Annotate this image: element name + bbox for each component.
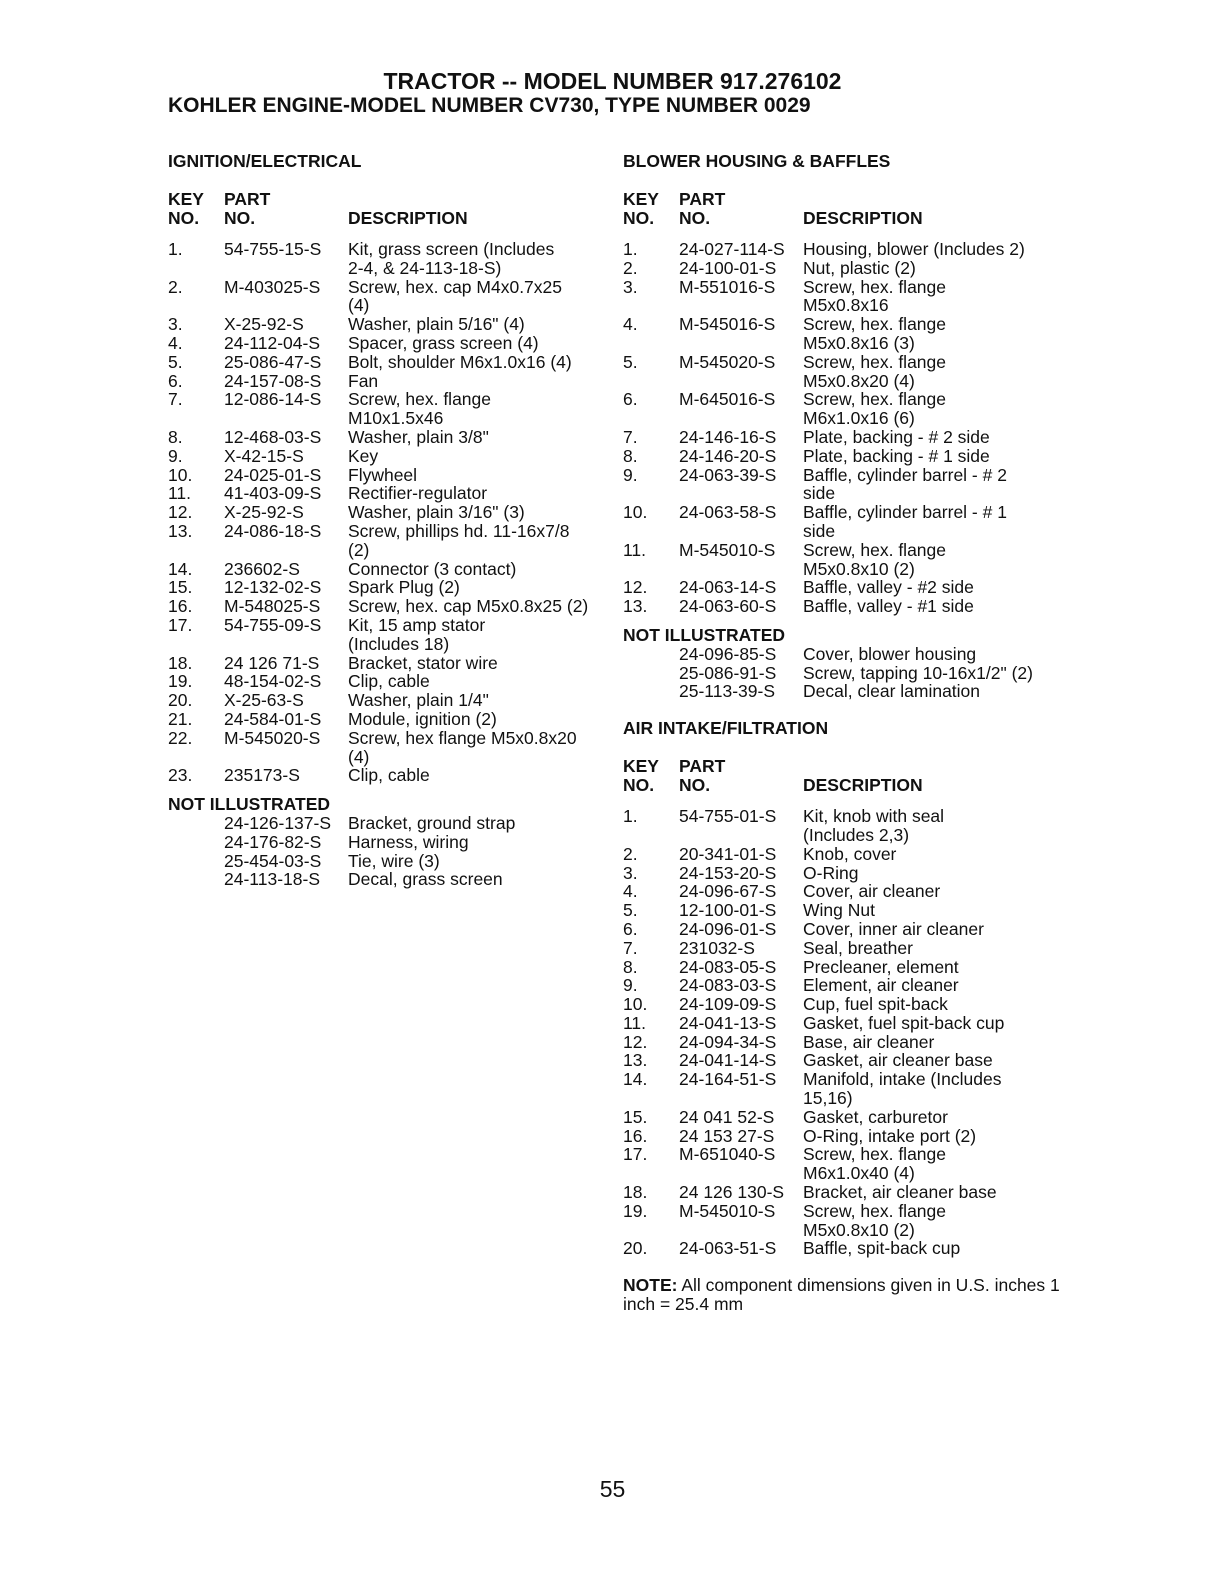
part-number: 24-063-60-S (679, 596, 777, 617)
key-number: 8. (623, 956, 638, 977)
header-no: NO. (623, 208, 655, 228)
page-subtitle: KOHLER ENGINE-MODEL NUMBER CV730, TYPE NUMBER 0029 (168, 94, 811, 117)
part-description: Connector (3 contact) (348, 558, 517, 579)
header-no: NO. (168, 208, 200, 228)
part-description: Screw, hex. flange M6x1.0x16 (6) (803, 389, 946, 429)
not-illustrated-row (623, 664, 1063, 683)
part-description: Baffle, cylinder barrel - # 2 side (803, 464, 1007, 504)
part-number: 236602-S (224, 558, 300, 579)
parts-row (623, 353, 1063, 391)
part-number: 54-755-15-S (224, 239, 322, 259)
header-part: PART (679, 756, 726, 777)
parts-row (623, 240, 1063, 259)
header-part-no: NO. (224, 208, 256, 228)
key-number: 15. (623, 1106, 648, 1127)
part-description: Key (348, 445, 379, 466)
parts-row (168, 466, 608, 485)
key-number: 8. (168, 426, 183, 447)
key-number: 7. (623, 426, 638, 447)
part-number: 24-096-67-S (679, 881, 777, 902)
header-description: DESCRIPTION (803, 208, 923, 228)
part-number: 24-027-114-S (679, 239, 785, 259)
parts-row (168, 597, 608, 616)
column-headers (168, 190, 608, 228)
part-description: Screw, phillips hd. 11-16x7/8 (2) (348, 520, 570, 560)
key-number: 1. (623, 239, 638, 259)
key-number: 15. (168, 577, 193, 598)
key-number: 8. (623, 445, 638, 466)
part-description: Bracket, air cleaner base (803, 1182, 997, 1203)
header-part: PART (679, 189, 726, 209)
parts-row (168, 522, 608, 560)
parts-row (168, 484, 608, 503)
parts-row (623, 882, 1063, 901)
part-description: Washer, plain 3/16" (3) (348, 502, 525, 523)
page-title: TRACTOR -- MODEL NUMBER 917.276102 (383, 68, 842, 94)
part-description: Baffle, spit-back cup (803, 1238, 961, 1259)
key-number: 13. (623, 596, 648, 617)
part-number: 24-153-20-S (679, 862, 777, 883)
note-text: All component dimensions given in U.S. inches 1 inch = 25.4 mm (623, 1275, 1060, 1315)
part-description: Gasket, carburetor (803, 1106, 948, 1127)
part-description: Clip, cable (348, 671, 430, 692)
key-number: 17. (168, 614, 193, 635)
part-number: 12-086-14-S (224, 389, 322, 410)
part-description: Decal, clear lamination (803, 681, 981, 702)
part-number: 24-109-09-S (679, 994, 777, 1015)
key-number: 20. (623, 1238, 648, 1259)
part-number: M-545010-S (679, 1200, 776, 1221)
part-description: Screw, hex flange M5x0.8x20 (4) (348, 727, 577, 767)
part-number: 24 041 52-S (679, 1106, 775, 1127)
header-description: DESCRIPTION (348, 208, 468, 228)
parts-row (623, 920, 1063, 939)
part-number: M-403025-S (224, 276, 321, 297)
key-number: 16. (168, 596, 193, 617)
key-number: 10. (623, 994, 648, 1015)
part-number: 231032-S (679, 937, 755, 958)
key-number: 1. (623, 806, 638, 827)
part-description: Spark Plug (2) (348, 577, 460, 598)
part-description: Spacer, grass screen (4) (348, 332, 539, 353)
parts-row (168, 240, 608, 278)
parts-row (623, 845, 1063, 864)
part-description: Screw, hex. flange M5x0.8x16 (3) (803, 314, 946, 353)
key-number: 6. (623, 918, 638, 939)
part-description: Seal, breather (803, 937, 913, 958)
part-number: 24-176-82-S (224, 831, 322, 852)
ignition-not-illustrated-list (168, 814, 608, 889)
key-number: 7. (623, 937, 638, 958)
column-headers (623, 190, 1063, 228)
parts-row (623, 541, 1063, 579)
part-number: M-551016-S (679, 276, 776, 297)
part-number: 24-146-20-S (679, 445, 777, 466)
key-number: 11. (623, 539, 647, 560)
key-number: 2. (623, 257, 638, 278)
key-number: 11. (623, 1012, 647, 1033)
key-number: 9. (623, 464, 638, 485)
part-description: Baffle, valley - #1 side (803, 596, 974, 617)
part-number: X-25-63-S (224, 690, 304, 711)
part-description: Washer, plain 1/4" (348, 690, 489, 711)
parts-row (623, 1183, 1063, 1202)
parts-row (168, 560, 608, 579)
part-number: M-548025-S (224, 596, 321, 617)
left-column (168, 152, 608, 889)
part-number: M-651040-S (679, 1144, 776, 1165)
part-description: Bolt, shoulder M6x1.0x16 (4) (348, 351, 572, 372)
key-number: 3. (623, 862, 638, 883)
part-description: Gasket, air cleaner base (803, 1050, 993, 1071)
part-description: Screw, tapping 10-16x1/2" (2) (803, 662, 1033, 683)
part-number: 24-025-01-S (224, 464, 322, 485)
parts-row (168, 278, 608, 316)
part-description: Screw, hex. flange M5x0.8x10 (2) (803, 1200, 946, 1240)
part-description: Precleaner, element (803, 956, 959, 977)
part-number: 48-154-02-S (224, 671, 322, 692)
parts-row (168, 372, 608, 391)
part-number: 54-755-09-S (224, 614, 322, 635)
key-number: 21. (168, 708, 193, 729)
part-description: Bracket, ground strap (348, 812, 516, 833)
part-number: 20-341-01-S (679, 843, 777, 864)
parts-row (623, 1051, 1063, 1070)
part-description: Knob, cover (803, 843, 897, 864)
parts-row (623, 864, 1063, 883)
key-number: 18. (168, 652, 193, 673)
page-number: 55 (599, 1476, 626, 1502)
header-no: NO. (623, 775, 655, 796)
part-number: 24-041-14-S (679, 1050, 777, 1071)
part-description: Cup, fuel spit-back (803, 994, 948, 1015)
parts-row (623, 976, 1063, 995)
not-illustrated-row (168, 814, 608, 833)
key-number: 22. (168, 727, 193, 748)
part-number: 24-063-14-S (679, 577, 777, 598)
part-number: 235173-S (224, 765, 300, 786)
parts-row (168, 729, 608, 767)
part-number: 41-403-09-S (224, 483, 322, 504)
part-description: Screw, hex. cap M5x0.8x25 (2) (348, 596, 589, 617)
part-description: Base, air cleaner (803, 1031, 935, 1052)
key-number: 19. (168, 671, 193, 692)
not-illustrated-row (623, 645, 1063, 664)
part-number: 24-063-39-S (679, 464, 777, 485)
part-description: Fan (348, 370, 379, 391)
key-number: 23. (168, 765, 193, 786)
part-description: Module, ignition (2) (348, 708, 497, 729)
part-number: 12-132-02-S (224, 577, 322, 598)
not-illustrated-row (168, 833, 608, 852)
air-intake-parts-list (623, 807, 1063, 1258)
key-number: 13. (623, 1050, 648, 1071)
key-number: 12. (623, 577, 648, 598)
part-description: Clip, cable (348, 765, 430, 786)
part-description: Manifold, intake (Includes 15,16) (803, 1069, 1002, 1109)
parts-row (623, 597, 1063, 616)
part-number: 25-086-91-S (679, 662, 777, 683)
part-number: 24-083-03-S (679, 975, 777, 996)
parts-row (623, 1239, 1063, 1258)
key-number: 11. (168, 483, 192, 504)
key-number: 12. (623, 1031, 648, 1052)
parts-row (623, 428, 1063, 447)
part-number: X-42-15-S (224, 445, 304, 466)
part-number: 24-063-58-S (679, 502, 777, 523)
part-number: 24-086-18-S (224, 520, 322, 541)
parts-row (623, 447, 1063, 466)
part-number: 12-468-03-S (224, 426, 322, 447)
part-number: 24 126 130-S (679, 1182, 785, 1203)
part-number: M-645016-S (679, 389, 776, 410)
part-number: 24-096-85-S (679, 643, 777, 664)
parts-row (168, 428, 608, 447)
part-description: Cover, air cleaner (803, 881, 941, 902)
parts-row (623, 578, 1063, 597)
key-number: 19. (623, 1200, 648, 1221)
part-description: Plate, backing - # 1 side (803, 445, 990, 466)
key-number: 9. (168, 445, 183, 466)
part-number: X-25-92-S (224, 502, 304, 523)
part-number: 24-146-16-S (679, 426, 777, 447)
part-number: 12-100-01-S (679, 900, 777, 921)
part-number: 24-584-01-S (224, 708, 322, 729)
parts-row (623, 958, 1063, 977)
section-title-air-intake: AIR INTAKE/FILTRATION (623, 718, 829, 739)
parts-row (168, 353, 608, 372)
blower-not-illustrated-list (623, 645, 1063, 701)
part-description: Screw, hex. flange M10x1.5x46 (348, 389, 491, 429)
header-part-no: NO. (679, 775, 711, 796)
key-number: 20. (168, 690, 193, 711)
key-number: 1. (168, 239, 183, 259)
key-number: 7. (168, 389, 183, 410)
key-number: 12. (168, 502, 193, 523)
part-description: Screw, hex. flange M5x0.8x20 (4) (803, 351, 946, 391)
parts-row (623, 939, 1063, 958)
part-number: 24-164-51-S (679, 1069, 777, 1090)
key-number: 5. (623, 900, 638, 921)
part-description: Washer, plain 3/8" (348, 426, 489, 447)
parts-row (623, 1145, 1063, 1183)
part-number: M-545020-S (679, 351, 776, 372)
part-number: 54-755-01-S (679, 806, 777, 827)
header-description: DESCRIPTION (803, 775, 923, 796)
column-headers (623, 757, 1063, 795)
part-number: 24-113-18-S (224, 869, 320, 890)
key-number: 14. (623, 1069, 648, 1090)
key-number: 10. (168, 464, 193, 485)
part-description: Screw, hex. flange M6x1.0x40 (4) (803, 1144, 946, 1184)
key-number: 16. (623, 1125, 648, 1146)
parts-row (168, 616, 608, 654)
part-number: M-545020-S (224, 727, 321, 748)
not-illustrated-row (623, 682, 1063, 701)
parts-row (168, 654, 608, 673)
header-part-no: NO. (679, 208, 711, 228)
part-description: Cover, blower housing (803, 643, 977, 664)
part-number: 24 153 27-S (679, 1125, 775, 1146)
right-column (623, 152, 1063, 1314)
note (623, 1276, 1063, 1314)
part-number: 24-112-04-S (224, 332, 320, 353)
key-number: 4. (168, 332, 183, 353)
part-description: Gasket, fuel spit-back cup (803, 1012, 1005, 1033)
part-number: 25-086-47-S (224, 351, 322, 372)
part-number: 25-454-03-S (224, 850, 322, 871)
part-description: Decal, grass screen (348, 869, 503, 890)
header-key: KEY (168, 189, 204, 209)
key-number: 5. (623, 351, 638, 372)
key-number: 9. (623, 975, 638, 996)
key-number: 4. (623, 881, 638, 902)
part-number: 25-113-39-S (679, 681, 775, 702)
parts-row (168, 503, 608, 522)
part-description: Plate, backing - # 2 side (803, 426, 990, 447)
header-part: PART (224, 189, 271, 209)
part-description: Rectifier-regulator (348, 483, 488, 504)
section-title-ignition: IGNITION/ELECTRICAL (168, 151, 362, 171)
parts-row (623, 503, 1063, 541)
not-illustrated-title: NOT ILLUSTRATED (168, 794, 331, 815)
part-number: 24-041-13-S (679, 1012, 777, 1033)
not-illustrated-row (168, 852, 608, 871)
key-number: 2. (168, 276, 183, 297)
blower-parts-list (623, 240, 1063, 616)
part-description: Housing, blower (Includes 2) (803, 239, 1025, 259)
ignition-parts-list (168, 240, 608, 785)
parts-row (623, 807, 1063, 845)
part-description: Wing Nut (803, 900, 875, 921)
header-key: KEY (623, 756, 659, 777)
part-number: 24-083-05-S (679, 956, 777, 977)
part-number: 24-100-01-S (679, 257, 777, 278)
part-description: Washer, plain 5/16" (4) (348, 314, 525, 335)
parts-row (623, 390, 1063, 428)
part-description: Cover, inner air cleaner (803, 918, 984, 939)
parts-row (168, 334, 608, 353)
parts-row (623, 1108, 1063, 1127)
part-description: Screw, hex. flange M5x0.8x16 (803, 276, 946, 316)
key-number: 13. (168, 520, 193, 541)
parts-row (168, 710, 608, 729)
key-number: 3. (168, 314, 183, 335)
part-description: Screw, hex. flange M5x0.8x10 (2) (803, 539, 946, 579)
part-number: 24 126 71-S (224, 652, 320, 673)
parts-row (623, 1070, 1063, 1108)
part-description: Nut, plastic (2) (803, 257, 916, 278)
parts-row (168, 315, 608, 334)
parts-row (623, 1033, 1063, 1052)
parts-row (168, 447, 608, 466)
parts-row (168, 672, 608, 691)
parts-row (623, 1127, 1063, 1146)
part-description: Kit, 15 amp stator (Includes 18) (348, 614, 486, 654)
part-description: Kit, knob with seal (Includes 2,3) (803, 806, 945, 845)
part-description: Harness, wiring (348, 831, 469, 852)
part-number: M-545016-S (679, 314, 776, 335)
part-number: M-545010-S (679, 539, 776, 560)
part-description: Baffle, cylinder barrel - # 1 side (803, 502, 1007, 541)
part-description: O-Ring (803, 862, 859, 883)
parts-row (623, 901, 1063, 920)
key-number: 14. (168, 558, 193, 579)
key-number: 6. (168, 370, 183, 391)
parts-row (168, 766, 608, 785)
key-number: 2. (623, 843, 638, 864)
part-description: Tie, wire (3) (348, 850, 440, 871)
key-number: 6. (623, 389, 638, 410)
part-description: Element, air cleaner (803, 975, 959, 996)
part-number: X-25-92-S (224, 314, 304, 335)
parts-row (168, 578, 608, 597)
part-description: Flywheel (348, 464, 418, 485)
part-description: Baffle, valley - #2 side (803, 577, 974, 598)
parts-row (623, 1014, 1063, 1033)
parts-row (168, 691, 608, 710)
not-illustrated-title: NOT ILLUSTRATED (623, 624, 786, 645)
part-number: 24-094-34-S (679, 1031, 777, 1052)
key-number: 17. (623, 1144, 648, 1165)
parts-row (623, 278, 1063, 316)
note-label: NOTE: (623, 1275, 678, 1296)
key-number: 10. (623, 502, 648, 523)
key-number: 4. (623, 314, 638, 335)
parts-row (623, 1202, 1063, 1240)
key-number: 18. (623, 1182, 648, 1203)
key-number: 5. (168, 351, 183, 372)
part-description: Kit, grass screen (Includes 2-4, & 24-113-18-S) (348, 239, 555, 278)
parts-row (623, 466, 1063, 504)
section-title-blower: BLOWER HOUSING & BAFFLES (623, 151, 891, 171)
parts-row (623, 995, 1063, 1014)
part-description: O-Ring, intake port (2) (803, 1125, 977, 1146)
parts-row (623, 315, 1063, 353)
part-number: 24-157-08-S (224, 370, 322, 391)
parts-row (623, 259, 1063, 278)
header-key: KEY (623, 189, 659, 209)
part-number: 24-063-51-S (679, 1238, 777, 1259)
part-number: 24-126-137-S (224, 812, 332, 833)
key-number: 3. (623, 276, 638, 297)
not-illustrated-row (168, 870, 608, 889)
parts-row (168, 390, 608, 428)
part-number: 24-096-01-S (679, 918, 777, 939)
part-description: Bracket, stator wire (348, 652, 498, 673)
part-description: Screw, hex. cap M4x0.7x25 (4) (348, 276, 562, 316)
